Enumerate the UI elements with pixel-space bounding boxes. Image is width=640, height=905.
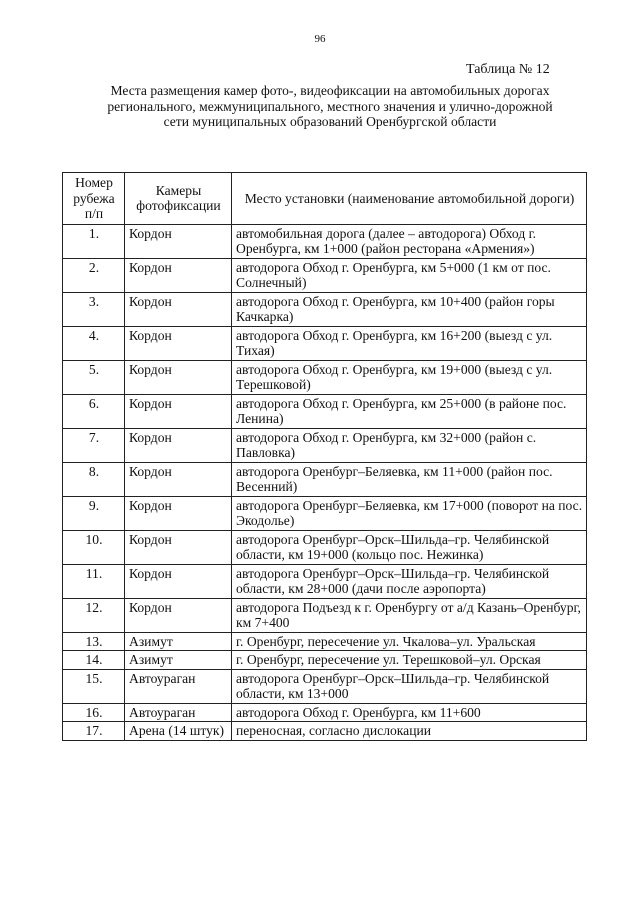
table-row (63, 428, 587, 462)
row-number: 5. (63, 360, 125, 394)
row-location: г. Оренбург, пересечение ул. Чкалова–ул. Уральская (232, 632, 587, 651)
row-number: 17. (63, 722, 125, 741)
table-row (63, 394, 587, 428)
table-row (63, 564, 587, 598)
row-camera: Арена (14 штук) (125, 722, 232, 741)
row-location: автодорога Обход г. Оренбурга, км 19+000 (выезд с ул. Терешковой) (232, 360, 587, 394)
row-camera: Азимут (125, 632, 232, 651)
header-camera: Камеры фотофиксации (125, 173, 232, 225)
row-number: 4. (63, 326, 125, 360)
row-number: 10. (63, 530, 125, 564)
row-camera: Кордон (125, 530, 232, 564)
row-camera: Автоураган (125, 669, 232, 703)
table-row (63, 292, 587, 326)
row-number: 11. (63, 564, 125, 598)
row-camera: Кордон (125, 360, 232, 394)
row-location: автодорога Оренбург–Орск–Шильда–гр. Челябинской области, км 28+000 (дачи после аэропорта) (232, 564, 587, 598)
row-location: автодорога Оренбург–Беляевка, км 17+000 (поворот на пос. Экодолье) (232, 496, 587, 530)
table-row (63, 651, 587, 670)
row-location: автодорога Обход г. Оренбурга, км 11+600 (232, 703, 587, 722)
table-row (63, 258, 587, 292)
row-number: 13. (63, 632, 125, 651)
table-row (63, 598, 587, 632)
row-location: автодорога Оренбург–Орск–Шильда–гр. Челябинской области, км 13+000 (232, 669, 587, 703)
table-row (63, 703, 587, 722)
row-location: автодорога Оренбург–Беляевка, км 11+000 (район пос. Весенний) (232, 462, 587, 496)
row-number: 12. (63, 598, 125, 632)
row-camera: Кордон (125, 326, 232, 360)
row-camera: Азимут (125, 651, 232, 670)
row-location: автодорога Обход г. Оренбурга, км 25+000 (в районе пос. Ленина) (232, 394, 587, 428)
row-number: 6. (63, 394, 125, 428)
document-title: Места размещения камер фото-, видеофиксации на автомобильных дорогах регионального, межмуниципального, местного значения и улично-дорожной сети муниципальных образований Оренбургской области (107, 83, 553, 129)
row-number: 16. (63, 703, 125, 722)
table-row (63, 722, 587, 741)
row-location: автодорога Обход г. Оренбурга, км 16+200 (выезд с ул. Тихая) (232, 326, 587, 360)
table-header-row (63, 173, 587, 225)
row-number: 9. (63, 496, 125, 530)
row-number: 14. (63, 651, 125, 670)
row-camera: Кордон (125, 598, 232, 632)
row-location: автомобильная дорога (далее – автодорога) Обход г. Оренбурга, км 1+000 (район ресторана «Армения») (232, 224, 587, 258)
row-number: 15. (63, 669, 125, 703)
header-number: Номер рубежа п/п (63, 173, 125, 225)
cameras-table (62, 172, 587, 741)
table-row (63, 462, 587, 496)
table-row (63, 224, 587, 258)
row-location: автодорога Подъезд к г. Оренбургу от а/д Казань–Оренбург, км 7+400 (232, 598, 587, 632)
row-number: 2. (63, 258, 125, 292)
row-number: 8. (63, 462, 125, 496)
header-location: Место установки (наименование автомобильной дороги) (232, 173, 587, 225)
row-camera: Кордон (125, 564, 232, 598)
row-location: автодорога Обход г. Оренбурга, км 5+000 (1 км от пос. Солнечный) (232, 258, 587, 292)
table-row (63, 632, 587, 651)
row-location: автодорога Обход г. Оренбурга, км 32+000 (район с. Павловка) (232, 428, 587, 462)
row-location: автодорога Оренбург–Орск–Шильда–гр. Челябинской области, км 19+000 (кольцо пос. Нежинка) (232, 530, 587, 564)
row-number: 7. (63, 428, 125, 462)
row-number: 1. (63, 224, 125, 258)
table-label: Таблица № 12 (466, 62, 550, 77)
table-row (63, 360, 587, 394)
row-location: г. Оренбург, пересечение ул. Терешковой–ул. Орская (232, 651, 587, 670)
row-camera: Кордон (125, 292, 232, 326)
table-row (63, 326, 587, 360)
row-location: автодорога Обход г. Оренбурга, км 10+400 (район горы Качкарка) (232, 292, 587, 326)
row-location: переносная, согласно дислокации (232, 722, 587, 741)
table-row (63, 669, 587, 703)
table-row (63, 496, 587, 530)
row-camera: Кордон (125, 394, 232, 428)
row-number: 3. (63, 292, 125, 326)
row-camera: Кордон (125, 428, 232, 462)
row-camera: Кордон (125, 496, 232, 530)
row-camera: Кордон (125, 462, 232, 496)
row-camera: Автоураган (125, 703, 232, 722)
page-number: 96 (314, 33, 326, 45)
row-camera: Кордон (125, 224, 232, 258)
table-row (63, 530, 587, 564)
row-camera: Кордон (125, 258, 232, 292)
